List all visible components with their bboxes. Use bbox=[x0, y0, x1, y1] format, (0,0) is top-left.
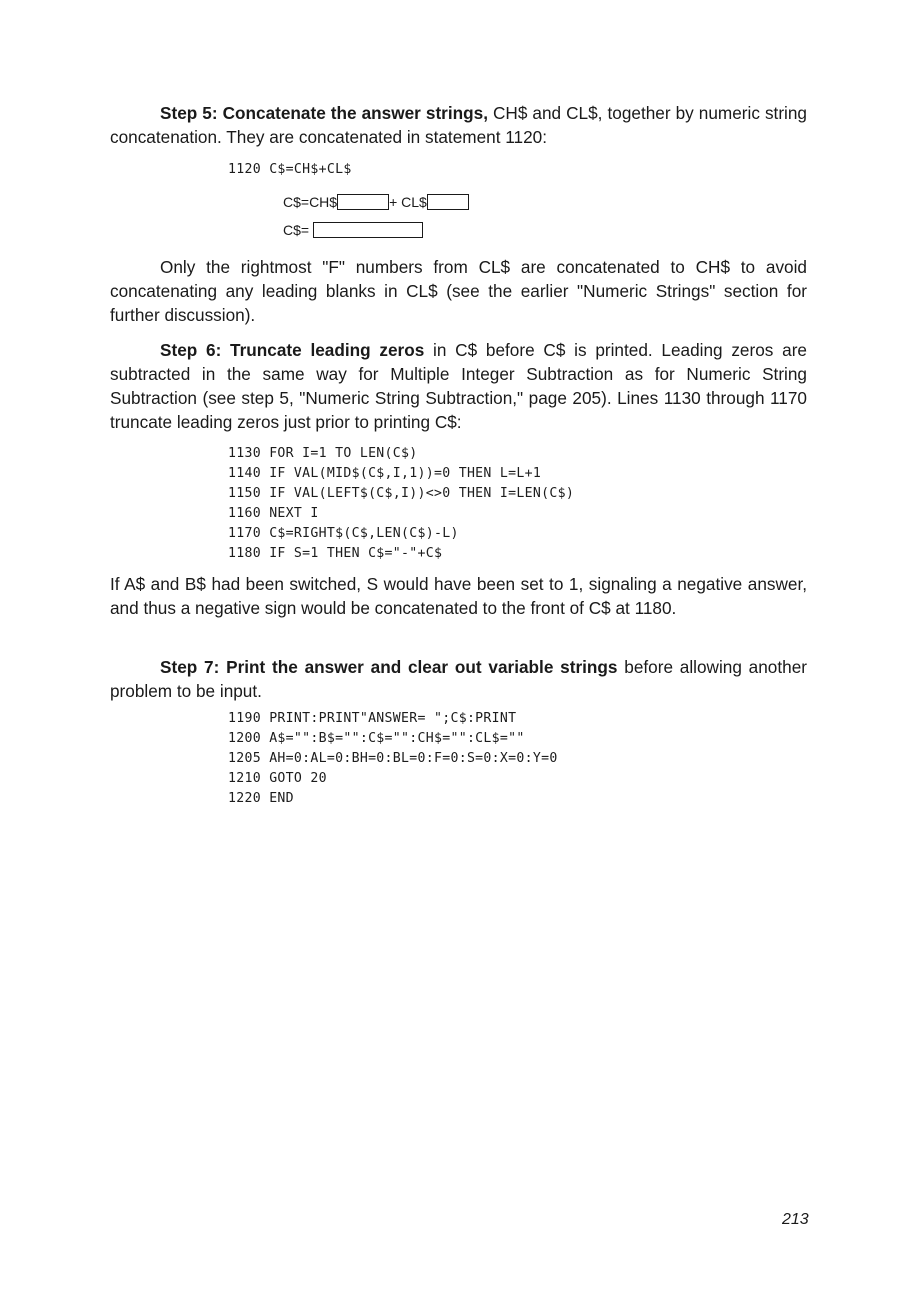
diagram-label-c: C$= bbox=[283, 222, 310, 238]
diagram-label-ch: C$=CH$ bbox=[283, 194, 338, 210]
code-line: 1180 IF S=1 THEN C$="-"+C$ bbox=[228, 546, 443, 561]
c-box bbox=[313, 222, 423, 238]
code-line: 1190 PRINT:PRINT"ANSWER= ";C$:PRINT bbox=[228, 711, 517, 726]
code-line: 1210 GOTO 20 bbox=[228, 771, 327, 786]
step6-paragraph bbox=[110, 338, 807, 434]
cl-box bbox=[427, 194, 469, 210]
code-line: 1160 NEXT I bbox=[228, 506, 319, 521]
step7-paragraph bbox=[110, 655, 807, 703]
code-line: 1200 A$="":B$="":C$="":CH$="":CL$="" bbox=[228, 731, 525, 746]
code-line: 1205 AH=0:AL=0:BH=0:BL=0:F=0:S=0:X=0:Y=0 bbox=[228, 751, 558, 766]
step6-text: in C$ before C$ is printed. Leading zeros are subtracted in the same way for Multiple Integer Subtraction as for Numeric String Subtraction (see step 5, "Numeric String Subtraction," page 205). Lines 1130 through 1170 truncate leading zeros just prior to printing C$: bbox=[110, 340, 807, 432]
code-line: 1150 IF VAL(LEFT$(C$,I))<>0 THEN I=LEN(C$) bbox=[228, 486, 575, 501]
page-number: 213 bbox=[782, 1211, 809, 1228]
code-line: 1170 C$=RIGHT$(C$,LEN(C$)-L) bbox=[228, 526, 459, 541]
step5-text: CH$ and CL$, together by numeric string concatenation. They are concatenated in statement 1120: bbox=[110, 103, 807, 147]
code-line: 1130 FOR I=1 TO LEN(C$) bbox=[228, 446, 418, 461]
concat-diagram-line2 bbox=[283, 220, 423, 240]
code-listing-truncate bbox=[228, 444, 574, 564]
step7-heading: Step 7: Print the answer and clear out variable strings bbox=[160, 657, 618, 677]
diagram-label-cl: + CL$ bbox=[389, 194, 427, 210]
step6-heading: Step 6: Truncate leading zeros bbox=[160, 340, 425, 360]
step5-heading: Step 5: Concatenate the answer strings, bbox=[160, 103, 488, 123]
step5-paragraph bbox=[110, 101, 807, 149]
switched-paragraph bbox=[110, 572, 807, 620]
switched-text: If A$ and B$ had been switched, S would have been set to 1, signaling a negative answer, and thus a negative sign would be concatenated to the front of C$ at 1180. bbox=[110, 574, 807, 618]
step7-text: before allowing another problem to be input. bbox=[110, 657, 807, 701]
rightmost-text: Only the rightmost "F" numbers from CL$ are concatenated to CH$ to avoid concatenating any leading blanks in CL$ (see the earlier "Numeric Strings" section for further discussion). bbox=[110, 257, 807, 325]
rightmost-paragraph bbox=[110, 255, 807, 327]
code-line: 1140 IF VAL(MID$(C$,I,1))=0 THEN L=L+1 bbox=[228, 466, 542, 481]
code-listing-1120 bbox=[228, 160, 352, 180]
code-listing-print bbox=[228, 709, 558, 809]
code-line: 1120 C$=CH$+CL$ bbox=[228, 162, 352, 177]
concat-diagram-line1 bbox=[283, 192, 469, 212]
ch-box bbox=[337, 194, 389, 210]
code-line: 1220 END bbox=[228, 791, 294, 806]
